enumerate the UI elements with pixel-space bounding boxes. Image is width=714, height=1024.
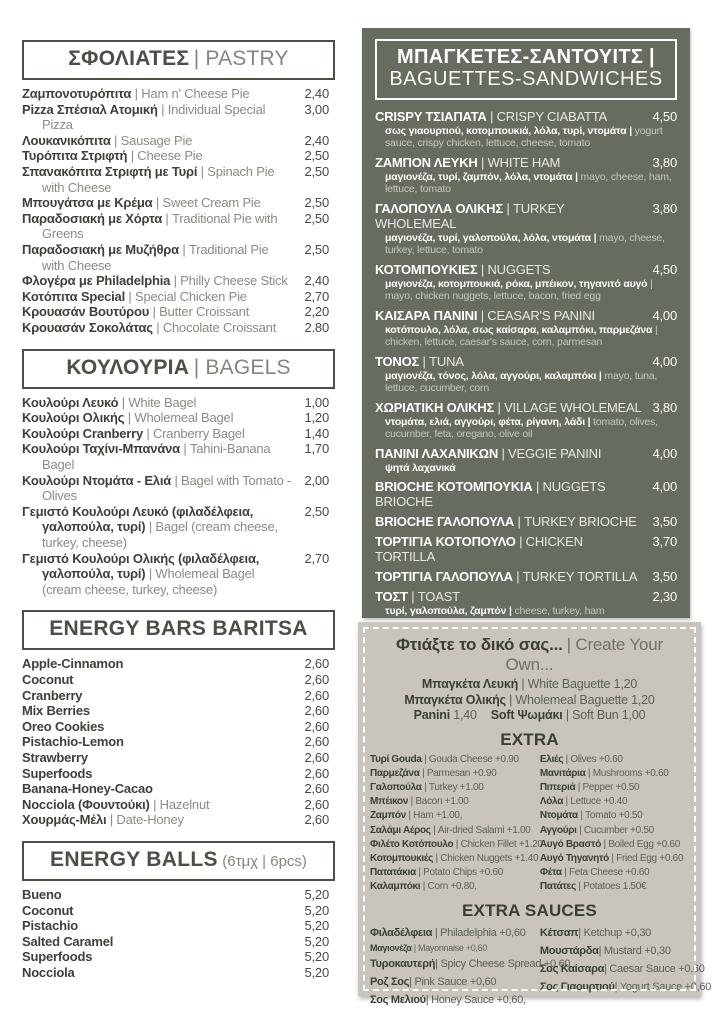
item-name: Banana-Honey-Cacao [22, 781, 153, 797]
energy-balls-section [22, 841, 335, 981]
bagels-item-list [22, 395, 335, 598]
panel-title-greek: ΜΠΑΓΚΕΤΕΣ-ΣΑΝΤΟΥΙΤΣ | [397, 46, 655, 68]
item-name: ΤΟΡΤΙΓΙΑ ΚΟΤΟΠΟΥΛΟ | CHICKEN TORTILLA [375, 534, 583, 565]
base-option-panini-softbun: Panini 1,40 Soft Ψωμάκι | Soft Bun 1,00 [413, 708, 646, 723]
menu-item-row [22, 887, 335, 903]
section-title-english: | PASTRY [193, 47, 289, 70]
menu-item-row [375, 308, 677, 323]
panel-title-english: BAGUETTES-SANDWICHES [389, 68, 663, 91]
item-name: ΠΑΝΙΝΙ ΛΑΧΑΝΙΚΩΝ | VEGGIE PANINI [375, 445, 602, 461]
item-price: 4,00 [652, 479, 677, 495]
menu-item-row [22, 551, 335, 598]
item-name: Κουλούρι Λευκό | White Bagel [22, 394, 197, 410]
item-name: ΤΟΝΟΣ | TUNA [375, 353, 464, 369]
menu-item-row [22, 750, 335, 766]
menu-item-row [375, 534, 677, 564]
item-price: 2,60 [304, 656, 329, 672]
item-price: 2,60 [304, 703, 329, 719]
item-price: 4,00 [652, 307, 677, 323]
menu-item [375, 534, 677, 564]
sauce-item: Σος Γιαουρτιού| Yogurt Sauce +0,60 [539, 980, 712, 993]
energy-bars-item-list [22, 656, 335, 828]
item-name: Κουλούρι Ολικής | Wholemeal Bagel [22, 410, 234, 426]
item-price: 2,60 [304, 687, 329, 703]
menu-item-row [22, 304, 335, 320]
item-name: Κουλούρι Cranberry | Cranberry Bagel [22, 425, 245, 441]
item-price: 2,70 [304, 550, 329, 566]
item-description: μαγιονέζα, τυρί, ζαμπόν, λόλα, ντομάτα | mayo, cheese, ham, lettuce, tomato [385, 170, 672, 196]
extra-item: Μπέικον | Bacon +1.00 [370, 796, 469, 808]
base-option: Μπαγκέτα Λευκή | White Baguette 1,20 [421, 677, 638, 692]
menu-item [375, 109, 677, 150]
menu-item [375, 155, 677, 196]
menu-item [375, 514, 677, 529]
item-description: μαγιονέζα, τυρί, γαλοπούλα, λόλα, ντομάτα | mayo, cheese, turkey, lettuce, tomato [385, 231, 665, 257]
sauces-column-left [370, 924, 571, 1009]
item-name: Strawberry [22, 749, 88, 765]
item-name: Λουκανικόπιτα | Sausage Pie [22, 132, 193, 148]
item-name: Pistachio-Lemon [22, 734, 124, 750]
menu-item-row [22, 242, 335, 273]
extra-sauces-columns [370, 924, 712, 1009]
menu-item-row [22, 195, 335, 211]
base-panini: Panini [413, 708, 450, 723]
item-price: 2,50 [304, 241, 329, 257]
item-name: Nocciola [22, 964, 75, 980]
item-name: ΚΟΤΟΜΠΟΥΚΙΕΣ | NUGGETS [375, 261, 551, 277]
item-price: 3,50 [652, 569, 677, 585]
item-price: 2,50 [304, 195, 329, 211]
menu-item [375, 569, 677, 584]
menu-item [375, 354, 677, 395]
create-own-title-greek: Φτιάξτε το δικό σας... [396, 635, 563, 654]
section-title-greek: ΣΦΟΛΙΑΤΕΣ [68, 47, 190, 70]
menu-item-row [375, 479, 677, 509]
menu-item-row [22, 473, 335, 504]
item-name: ΖΑΜΠΟΝ ΛΕΥΚΗ | WHITE HAM [375, 154, 561, 170]
extra-item: Κοτομπουκιές | Chicken Nuggets +1.40 [370, 853, 539, 865]
item-price: 2,30 [652, 589, 677, 605]
sauce-item: Σος Καίσαρα| Caesar Sauce +0,60 [539, 962, 705, 975]
sauce-item: Μαγιονέζα | Mayonnaise +0,60 [370, 942, 488, 953]
left-column [22, 40, 335, 994]
item-name: Ζαμπονοτυρόπιτα | Ham n' Cheese Pie [22, 86, 250, 102]
item-price: 3,80 [652, 154, 677, 170]
item-price: 4,50 [652, 261, 677, 277]
extra-item: Ντομάτα | Tomato +0.50 [539, 810, 643, 822]
item-name: CRISPY ΤΣΙΑΠΑΤΑ | CRISPY CIABATTA [375, 108, 608, 124]
sauce-item: Φιλαδέλφεια | Philadelphia +0,60 [370, 926, 526, 939]
item-name: Salted Caramel [22, 933, 114, 949]
menu-item-row [22, 504, 335, 551]
menu-item [375, 400, 677, 441]
item-price: 2,60 [304, 749, 329, 765]
section-title-greek: ΚΟΥΛΟΥΡΙΑ [66, 355, 190, 379]
baguettes-item-list [375, 109, 677, 618]
menu-item-row [22, 211, 335, 242]
menu-item [375, 589, 677, 618]
item-price: 2,50 [304, 164, 329, 180]
item-name: Κοτόπιτα Special | Special Chicken Pie [22, 288, 247, 304]
sauce-item: Ροζ Σος| Pink Sauce +0,60 [370, 975, 497, 988]
item-name: ΓΑΛΟΠΟΥΛΑ ΟΛΙΚΗΣ | TURKEY WHOLEMEAL [375, 200, 565, 231]
sauce-item: Μουστάρδα| Mustard +0,30 [539, 944, 671, 957]
menu-item-row [22, 797, 335, 813]
item-name: Σπανακόπιτα Στριφτή με Τυρί | Spinach Pie with Cheese [22, 164, 275, 195]
item-price: 4,00 [652, 445, 677, 461]
extra-item: Γαλοπούλα | Turkey +1.00 [370, 782, 484, 793]
bagels-section [22, 349, 335, 598]
item-price: 2,40 [304, 86, 329, 102]
menu-item-row [22, 918, 335, 934]
pastry-item-list [22, 86, 335, 336]
bagels-section-header [22, 349, 335, 389]
create-own-title [370, 635, 689, 674]
item-name: ΧΩΡΙΑΤΙΚΗ ΟΛΙΚΗΣ | VILLAGE WHOLEMEAL [375, 399, 642, 415]
item-price: 2,60 [304, 671, 329, 687]
menu-item-row [22, 781, 335, 797]
item-price: 2,60 [304, 812, 329, 828]
sauce-item: Τυροκαυτερή| Spicy Cheese Spread +0,60 [370, 957, 571, 970]
item-name: Μπουγάτσα με Κρέμα | Sweet Cream Pie [22, 195, 261, 211]
item-name: Superfoods [22, 949, 93, 965]
item-price: 5,20 [304, 964, 329, 980]
menu-item-row [22, 410, 335, 426]
item-price: 2,60 [304, 796, 329, 812]
item-price: 3,00 [304, 101, 329, 117]
extra-item: Πατατάκια | Potato Chips +0.60 [370, 867, 504, 879]
energy-bars-section [22, 610, 335, 828]
pastry-section-header [22, 40, 335, 80]
menu-item-row [375, 354, 677, 369]
item-price: 2,60 [304, 734, 329, 750]
menu-item-row [22, 133, 335, 149]
menu-item-row [375, 446, 677, 461]
menu-item-row [22, 86, 335, 102]
menu-item-row [22, 395, 335, 411]
item-name: Pistachio [22, 918, 78, 934]
menu-item-row [22, 812, 335, 828]
section-subtitle: (6τμχ | 6pcs) [222, 852, 307, 870]
section-title-english: | BAGELS [193, 355, 291, 379]
item-price: 2,40 [304, 132, 329, 148]
item-price: 4,00 [652, 353, 677, 369]
menu-item-row [22, 903, 335, 919]
extra-item: Μανιτάρια | Mushrooms +0.60 [539, 767, 669, 779]
item-name: Φλογέρα με Philadelphia | Philly Cheese Stick [22, 273, 288, 289]
item-price: 2,50 [304, 148, 329, 164]
menu-item-row [22, 320, 335, 336]
extra-item: Φέτα | Feta Cheese +0.60 [539, 867, 650, 879]
menu-item-row [22, 102, 335, 133]
item-name: Pizza Σπέσιαλ Ατομική | Individual Special Pizza [22, 101, 266, 133]
menu-item-row [375, 155, 677, 170]
menu-item-row [22, 164, 335, 195]
item-price: 1,20 [304, 410, 329, 426]
extra-item: Σαλάμι Αέρος | Air-dried Salami +1.00 [370, 824, 531, 836]
item-price: 2,40 [304, 273, 329, 289]
item-price: 3,80 [652, 399, 677, 415]
item-price: 2,50 [304, 210, 329, 226]
item-price: 5,20 [304, 933, 329, 949]
menu-item [375, 308, 677, 349]
item-name: Γεμιστό Κουλούρι Λευκό (φιλαδέλφεια, γαλοπούλα, τυρί) | Bagel (cream cheese, turkey, cheese) [22, 503, 278, 550]
item-price: 1,00 [304, 394, 329, 410]
item-name: BRIOCHE ΚΟΤΟΜΠΟΥΚΙΑ | NUGGETS BRIOCHE [375, 479, 606, 510]
item-price: 2,20 [304, 304, 329, 320]
base-softbun: Soft Ψωμάκι [490, 708, 563, 723]
item-price: 2,60 [304, 718, 329, 734]
menu-item-row [375, 514, 677, 529]
extra-item: Ζαμπόν | Ham +1.00, [370, 810, 463, 822]
extra-item: Ελιές | Olives +0.60 [539, 753, 623, 765]
extra-item: Αυγό Τηγανητό | Fried Egg +0.60 [539, 853, 684, 865]
extra-item: Πατάτες | Potatoes 1.50€ [539, 881, 647, 893]
extra-sauces-header: EXTRA SAUCES [462, 900, 597, 920]
create-your-own-panel [358, 622, 712, 1006]
base-option: Μπαγκέτα Ολικής | Wholemeal Baguette 1,20 [404, 692, 655, 707]
item-name: Superfoods [22, 765, 93, 781]
item-name: Cranberry [22, 687, 83, 703]
item-name: Παραδοσιακή με Μυζήθρα | Traditional Pie with Cheese [22, 241, 269, 273]
item-description: μαγιονέζα, τόνος, λόλα, αγγούρι, καλαμπόκι | mayo, tuna, lettuce, cucumber, corn [385, 369, 658, 395]
menu-item-row [375, 109, 677, 124]
extra-item: Πιπεριά | Pepper +0.50 [539, 782, 640, 793]
item-price: 5,20 [304, 902, 329, 918]
section-title: ENERGY BALLS [50, 847, 218, 871]
menu-item-row [375, 201, 677, 231]
item-name: Κουλούρι Ντομάτα - Ελιά | Bagel with Tomato - Olives [22, 472, 292, 504]
menu-item-row [22, 273, 335, 289]
sauces-column-right [539, 924, 712, 1009]
extra-header: EXTRA [500, 729, 559, 749]
menu-item-row [22, 289, 335, 305]
item-price: 1,40 [304, 425, 329, 441]
sauce-item: Σος Μελιού| Honey Sauce +0,60, [370, 993, 526, 1006]
item-description: τυρί, γαλοπούλα, ζαμπόν | cheese, turkey, ham [385, 605, 605, 618]
item-description: ντομάτα, ελιά, αγγούρι, φέτα, ρίγανη, λάδι | tomato, olives, cucumber, feta, oregano, olive oil [385, 415, 658, 441]
menu-item-row [22, 656, 335, 672]
item-name: Παραδοσιακή με Χόρτα | Traditional Pie with Greens [22, 210, 278, 242]
section-title: ENERGY BARS BARITSA [49, 617, 308, 641]
item-name: Κρουασάν Βουτύρου | Butter Croissant [22, 304, 250, 320]
item-name: Oreo Cookies [22, 718, 105, 734]
item-name: Κουλούρι Ταχίνι-Μπανάνα | Tahini-Banana Bagel [22, 441, 271, 472]
item-price: 4,50 [652, 108, 677, 124]
item-description: ψητά λαχανικά [385, 461, 456, 474]
energy-balls-item-list [22, 887, 335, 981]
energy-balls-section-header [22, 841, 335, 881]
extra-item: Παρμεζάνα | Parmesan +0.90 [370, 767, 497, 779]
extra-item: Αγγούρι | Cucumber +0.50 [539, 824, 654, 836]
sauce-item: Κέτσαπ| Ketchup +0,30 [539, 926, 651, 939]
item-description: κοτόπουλο, λόλα, σως καίσαρα, καλαμπόκι, παρμεζάνα | chicken, lettuce, caesar's sauce, corn, parmesan [385, 323, 658, 349]
menu-item-row [375, 262, 677, 277]
item-price: 2,70 [304, 288, 329, 304]
menu-item-row [22, 734, 335, 750]
menu-item-row [22, 965, 335, 981]
item-description: σως γιαουρτιού, κοτομπουκιά, λόλα, τυρί, ντομάτα | yogurt sauce, crispy chicken, lettuce, cheese, tomato [385, 124, 663, 150]
item-name: ΤΟΣΤ | TOAST [375, 589, 460, 605]
menu-item [375, 446, 677, 475]
item-name: Apple-Cinnamon [22, 656, 124, 672]
item-name: Coconut [22, 671, 74, 687]
extra-columns [370, 753, 689, 895]
menu-item-row [375, 569, 677, 584]
pastry-section [22, 40, 335, 336]
item-description: μαγιονέζα, κοτομπουκιά, ρόκα, μπέικον, τηγανιτό αυγό | mayo, chicken nuggets, lettuce, bacon, fried egg [385, 277, 653, 303]
energy-bars-section-header [22, 610, 335, 650]
menu-item-row [22, 766, 335, 782]
menu-item-row [22, 672, 335, 688]
menu-item-row [22, 934, 335, 950]
extra-column-left [370, 753, 543, 895]
extra-column-right [540, 753, 693, 895]
extra-item: Καλαμπόκι | Corn +0.80, [370, 881, 477, 893]
item-name: Χουρμάς-Μέλι | Date-Honey [22, 812, 184, 828]
item-price: 2,00 [304, 472, 329, 488]
item-name: Nocciola (Φουντούκι) | Hazelnut [22, 796, 210, 812]
item-price: 3,80 [652, 200, 677, 216]
item-price: 2,60 [304, 765, 329, 781]
menu-item-row [375, 400, 677, 415]
item-name: Bueno [22, 886, 62, 902]
item-name: Mix Berries [22, 703, 90, 719]
baguettes-panel-header [375, 39, 677, 100]
item-name: BRIOCHE ΓΑΛΟΠΟΥΛΑ | TURKEY BRIOCHE [375, 514, 637, 530]
menu-item-row [22, 148, 335, 164]
item-price: 5,20 [304, 918, 329, 934]
item-price: 2.80 [304, 319, 329, 335]
base-options-list [370, 677, 689, 708]
menu-item-row [375, 589, 677, 604]
item-price: 3,50 [652, 514, 677, 530]
menu-item [375, 262, 677, 303]
item-name: Coconut [22, 902, 74, 918]
menu-item-row [22, 949, 335, 965]
item-name: Κρουασάν Σοκολάτας | Chocolate Croissant [22, 319, 277, 335]
item-name: Γεμιστό Κουλούρι Ολικής (φιλαδέλφεια, γαλοπούλα, τυρί) | Wholemeal Bagel (cream cheese, turkey, cheese) [22, 550, 260, 597]
extra-item: Αυγό Βραστό | Boiled Egg +0.60 [539, 838, 680, 850]
extra-item: Τυρί Gouda | Gouda Cheese +0.90 [370, 753, 519, 765]
item-name: ΚΑΙΣΑΡΑ ΠΑΝΙΝΙ | CEASAR'S PANINI [375, 307, 595, 323]
menu-item-row [22, 719, 335, 735]
extra-item: Λόλα | Lettuce +0.40 [539, 796, 628, 808]
menu-item-row [22, 426, 335, 442]
item-price: 3,70 [652, 534, 677, 550]
menu-item-row [22, 441, 335, 472]
item-price: 1,70 [304, 441, 329, 457]
menu-item [375, 479, 677, 509]
item-price: 5,20 [304, 886, 329, 902]
menu-item-row [22, 688, 335, 704]
extra-item: Φιλέτο Κοτόπουλο | Chicken Fillet +1.20 [370, 838, 543, 850]
item-name: Τυρόπιτα Στριφτή | Cheese Pie [22, 148, 203, 164]
menu-item [375, 201, 677, 257]
item-price: 2,50 [304, 503, 329, 519]
create-own-title-english: | Create Your Own... [505, 635, 663, 674]
item-price: 2,60 [304, 781, 329, 797]
item-price: 5,20 [304, 949, 329, 965]
baguettes-panel [362, 28, 690, 618]
menu-item-row [22, 703, 335, 719]
item-name: ΤΟΡΤΙΓΙΑ ΓΑΛΟΠΟΥΛΑ | TURKEY TORTILLA [375, 569, 638, 585]
